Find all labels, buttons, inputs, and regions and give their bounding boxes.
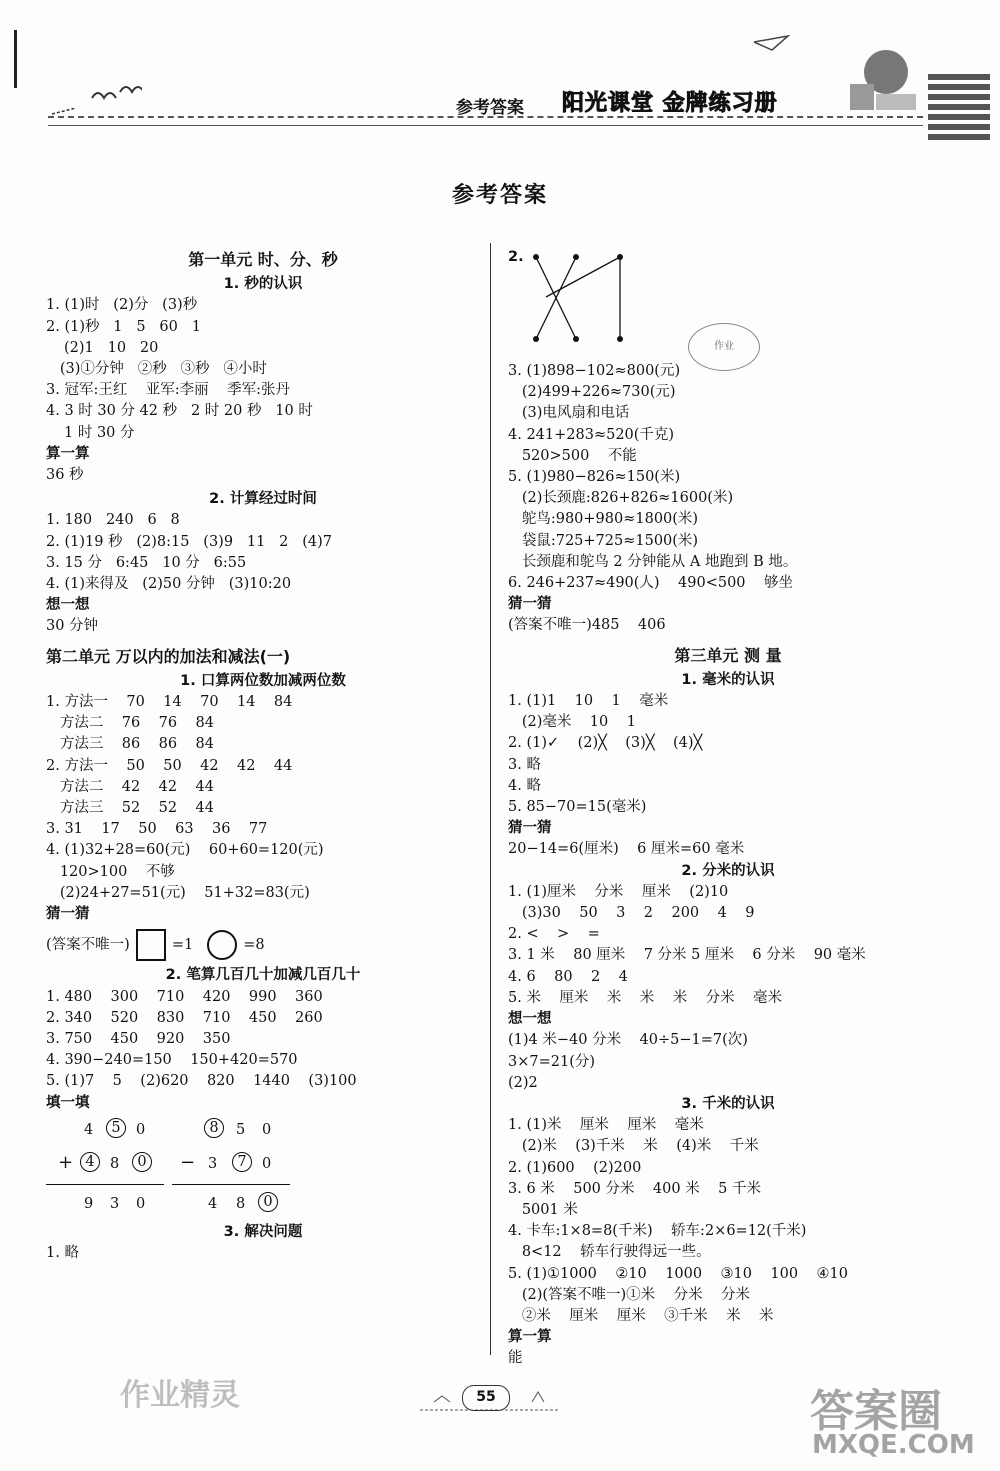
think-answer: (1)4 米−40 分米 40÷5−1=7(次)	[508, 1032, 748, 1049]
think-label: 想一想	[508, 1011, 552, 1028]
answer-line: 4. (1)来得及 (2)50 分钟 (3)10:20	[46, 576, 292, 593]
answer-line: 长颈鹿和鸵鸟 2 分钟能从 A 地跑到 B 地。	[508, 553, 798, 570]
answer-line: (2)米 (3)千米 米 (4)米 千米	[508, 1138, 759, 1155]
answer-line: 4. 6 80 2 4	[508, 968, 628, 985]
unit2-title: 第二单元 万以内的加法和减法(一)	[46, 646, 291, 666]
guess-box-value: =1	[171, 936, 194, 953]
answer-line: 2. (1)秒 1 5 60 1	[46, 318, 201, 335]
guess-answer: 20−14=6(厘米) 6 厘米=60 毫米	[508, 841, 745, 858]
answer-line: 4. 3 时 30 分 42 秒 2 时 20 秒 10 时	[46, 403, 313, 420]
header-label: 参考答案	[456, 98, 524, 118]
answer-line: 3. 1 米 80 厘米 7 分米 5 厘米 6 分米 90 毫米	[508, 947, 866, 964]
answer-line: 3. 750 450 920 350	[46, 1030, 231, 1047]
page-title: 参考答案	[451, 183, 548, 208]
circle-shape	[207, 930, 237, 960]
answer-line: (2)24+27=51(元) 51+32=83(元)	[46, 884, 310, 901]
answer-line: 8<12 轿车行驶得远一些。	[508, 1244, 711, 1261]
answer-line: (2)(答案不唯一)①米 分米 分米	[508, 1286, 751, 1303]
unit1-section2-title: 2. 计算经过时间	[209, 491, 317, 508]
answer-line: 5. 85−70=15(毫米)	[508, 799, 647, 816]
answer-line: (3)30 50 3 2 200 4 9	[508, 905, 755, 922]
answer-line: 3. 略	[508, 756, 541, 773]
think-label: 想一想	[46, 597, 90, 614]
answer-line: 2. (1)600 (2)200	[508, 1159, 642, 1176]
difference-line	[172, 1184, 290, 1186]
answer-line: 5. (1)7 5 (2)620 820 1440 (3)100	[46, 1073, 357, 1090]
unit3-section2-title: 2. 分米的认识	[681, 862, 775, 879]
answer-line: 方法二 42 42 44	[46, 778, 214, 795]
answer-line: (2)毫米 10 1	[508, 714, 636, 731]
circled-digit: 7	[232, 1152, 252, 1172]
stamp-mark: 作业	[688, 323, 760, 371]
digit: 8	[236, 1195, 246, 1212]
square-shape	[136, 929, 166, 961]
answer-line: 3. 6 米 500 分米 400 米 5 千米	[508, 1180, 761, 1197]
circled-digit: 8	[204, 1118, 224, 1138]
answer-line: (2)1 10 20	[64, 339, 159, 356]
digit: 0	[136, 1195, 146, 1212]
header-rule	[48, 116, 923, 126]
answer-line: 120>100 不够	[46, 863, 175, 880]
watermark-url: MXQE.COM	[812, 1430, 975, 1460]
answer-line: 袋鼠:725+725≈1500(米)	[508, 532, 699, 549]
header-brand: 阳光课堂 金牌练习册	[562, 91, 778, 116]
watermark-logo: 答案圈	[810, 1386, 942, 1437]
answer-line: 2. 方法一 50 50 42 42 44	[46, 757, 293, 774]
answer-line: 4. 卡车:1×8=8(千米) 轿车:2×6=12(千米)	[508, 1223, 807, 1240]
answer-line: 4. 略	[508, 777, 541, 794]
answer-line: 3. 冠军:王红 亚军:李丽 季军:张丹	[46, 382, 290, 399]
answer-line: 5. 米 厘米 米 米 米 分米 毫米	[508, 989, 783, 1006]
digit: 0	[262, 1121, 272, 1138]
matching-diagram	[508, 245, 948, 361]
header-stripes	[928, 74, 990, 146]
answer-line: ②米 厘米 厘米 ③千米 米 米	[508, 1307, 774, 1324]
answer-line: 5001 米	[508, 1201, 578, 1218]
answer-line: 4. 241+283≈520(千克)	[508, 426, 675, 443]
calc-label: 算一算	[46, 445, 90, 462]
q2-label: 2.	[508, 249, 524, 265]
guess-note: (答案不唯一)	[46, 936, 130, 953]
think-answer: 3×7=21(分)	[508, 1053, 596, 1070]
unit2-section1-title: 1. 口算两位数加减两位数	[180, 672, 346, 689]
answer-line: 4. 390−240=150 150+420=570	[46, 1052, 298, 1069]
header-plane-icon	[754, 34, 790, 52]
digit: 3	[110, 1195, 120, 1212]
circled-digit: 0	[132, 1152, 152, 1172]
unit3-section1-title: 1. 毫米的认识	[681, 671, 775, 688]
calc-label: 算一算	[508, 1329, 552, 1346]
column-divider	[490, 243, 491, 1355]
answer-line: (3)①分钟 ②秒 ③秒 ④小时	[46, 361, 267, 378]
answer-line: 1. (1)米 厘米 厘米 毫米	[508, 1117, 704, 1134]
vertical-calculations	[46, 1114, 480, 1220]
answer-line: 2. < > =	[508, 926, 600, 943]
answer-line: 鸵鸟:980+980≈1800(米)	[508, 511, 699, 528]
guess-label: 猜一猜	[508, 820, 552, 837]
guess-answer	[46, 925, 480, 965]
guess-answer: (答案不唯一)485 406	[508, 617, 666, 634]
circled-digit: 5	[106, 1118, 126, 1138]
unit3-section3-title: 3. 千米的认识	[681, 1095, 775, 1112]
header-birds-icon	[52, 78, 142, 118]
guess-circle-value: =8	[243, 936, 265, 953]
answer-line: 1. 略	[46, 1244, 79, 1261]
right-column	[508, 245, 948, 1370]
digit: 9	[84, 1195, 94, 1212]
matching-lines	[526, 249, 636, 349]
answer-line: (2)长颈鹿:826+826≈1600(米)	[508, 490, 734, 507]
answer-line: 1 时 30 分	[64, 424, 135, 441]
answer-line: 1. 180 240 6 8	[46, 512, 180, 529]
unit2-section2-title: 2. 笔算几百几十加减几百几十	[165, 967, 361, 984]
answer-line: 1. (1)厘米 分米 厘米 (2)10	[508, 883, 729, 900]
calc-answer: 36 秒	[46, 467, 84, 484]
answer-line: 方法二 76 76 84	[46, 715, 214, 732]
answer-line: 520>500 不能	[508, 447, 637, 464]
answer-line: 3. (1)898−102≈800(元)	[508, 363, 681, 379]
digit: 8	[110, 1155, 120, 1172]
answer-line: 1. 方法一 70 14 70 14 84	[46, 694, 293, 711]
think-answer: 30 分钟	[46, 618, 99, 635]
digit: 0	[136, 1121, 146, 1138]
minus-sign: −	[180, 1151, 196, 1173]
digit: 5	[236, 1121, 246, 1138]
guess-label: 猜一猜	[508, 596, 552, 613]
calc-answer: 能	[508, 1350, 523, 1367]
circled-digit: 4	[80, 1152, 100, 1172]
answer-line: 2. 340 520 830 710 450 260	[46, 1009, 323, 1026]
header-globe-icon	[840, 44, 920, 114]
unit2-section3-title: 3. 解决问题	[223, 1223, 303, 1240]
answer-line: 3. 31 17 50 63 36 77	[46, 821, 268, 838]
answer-line: 1. (1)1 10 1 毫米	[508, 693, 669, 710]
digit: 4	[208, 1195, 218, 1212]
unit1-section1-title: 1. 秒的认识	[223, 276, 303, 293]
think-answer: (2)2	[508, 1074, 538, 1091]
sum-line	[46, 1184, 164, 1186]
answer-line: 5. (1)980−826≈150(米)	[508, 469, 681, 486]
unit1-title: 第一单元 时、分、秒	[188, 250, 338, 269]
answer-line: 1. (1)时 (2)分 (3)秒	[46, 297, 198, 314]
digit: 3	[208, 1155, 218, 1172]
answer-line: 2. (1)✓ (2)╳ (3)╳ (4)╳	[508, 735, 703, 752]
plus-sign: +	[58, 1151, 74, 1173]
digit: 0	[262, 1155, 272, 1172]
answer-line: 6. 246+237≈490(人) 490<500 够坐	[508, 575, 793, 592]
guess-label: 猜一猜	[46, 906, 90, 923]
circled-digit: 0	[258, 1192, 278, 1212]
digit: 4	[84, 1121, 94, 1138]
left-column	[46, 245, 480, 1264]
answer-line: 方法三 52 52 44	[46, 800, 214, 817]
page-number: 55	[462, 1385, 510, 1411]
answer-line: 1. 480 300 710 420 990 360	[46, 988, 323, 1005]
header-left-bar	[14, 30, 17, 88]
answer-line: 4. (1)32+28=60(元) 60+60=120(元)	[46, 842, 324, 859]
answer-line: (3)电风扇和电话	[508, 405, 630, 422]
answer-line: (2)499+226≈730(元)	[508, 384, 676, 401]
fill-label: 填一填	[46, 1094, 90, 1111]
answer-line: 2. (1)19 秒 (2)8:15 (3)9 11 2 (4)7	[46, 533, 332, 550]
watermark-left: 作业精灵	[120, 1378, 240, 1413]
answer-line: 5. (1)①1000 ②10 1000 ③10 100 ④10	[508, 1265, 848, 1282]
unit3-title: 第三单元 测 量	[674, 645, 782, 665]
answer-line: 方法三 86 86 84	[46, 736, 214, 753]
answer-line: 3. 15 分 6:45 10 分 6:55	[46, 554, 247, 571]
